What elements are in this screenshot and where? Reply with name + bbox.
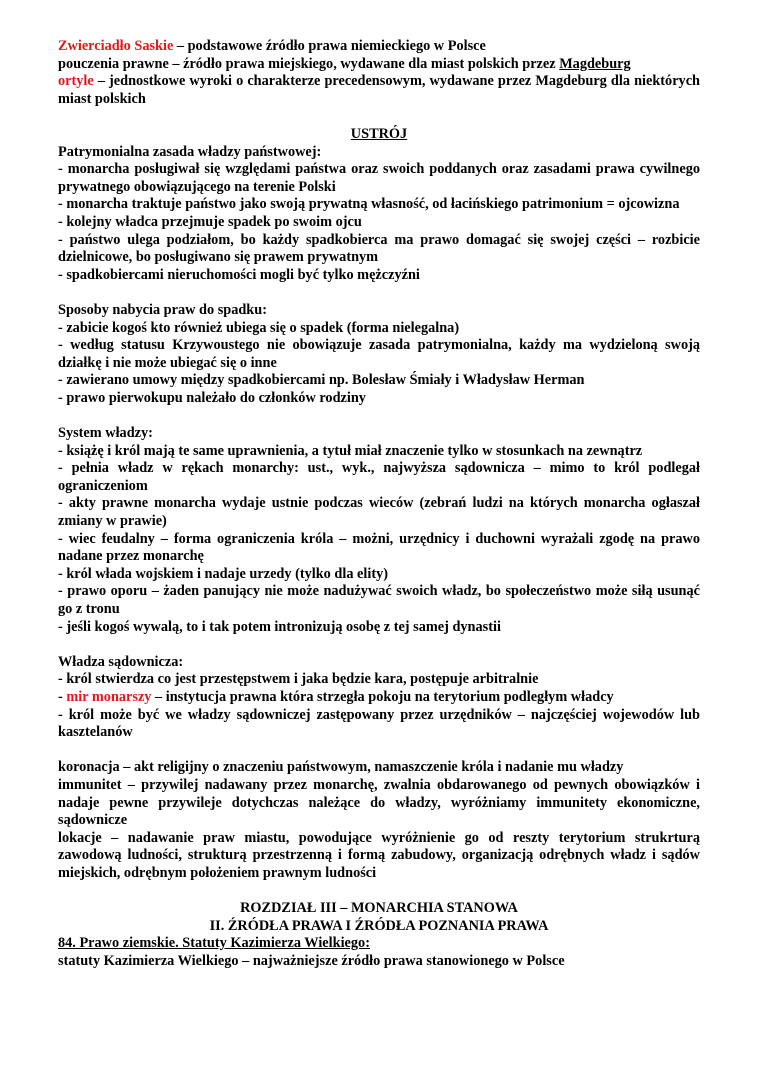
- definition-text: – podstawowe źródło prawa niemieckiego w Polsce: [173, 38, 486, 54]
- bullet-dash: -: [58, 688, 67, 705]
- list-item: - jeśli kogoś wywalą, to i tak potem intronizują osobę z tej samej dynastii: [58, 618, 501, 635]
- list-item: - monarcha traktuje państwo jako swoją prywatną własność, od łacińskiego patrimonium = ojcowizna: [58, 196, 680, 213]
- list-item: - akty prawne monarcha wydaje ustnie podczas wieców (zebrań ludzi na których monarcha ogłaszał zmiany w prawie): [58, 495, 700, 530]
- subsection-title: Władza sądownicza:: [58, 653, 184, 670]
- term-ortyle: ortyle: [58, 73, 94, 90]
- term-mir-monarszy: mir monarszy: [66, 688, 152, 705]
- list-item: - kolejny władca przejmuje spadek po swoim ojcu: [58, 213, 362, 230]
- list-item: - zabicie kogoś kto również ubiega się o spadek (forma nielegalna): [58, 319, 460, 336]
- list-item: - monarcha posługiwał się względami państwa oraz swoich poddanych oraz zasadami prawa cywilnego prywatnego obowiązującego na terenie Polski: [58, 161, 700, 195]
- list-item: - król stwierdza co jest przestępstwem i jaka będzie kara, postępuje arbitralnie: [58, 671, 539, 688]
- list-item: [58, 689, 700, 707]
- chapter-title: ROZDZIAŁ III – MONARCHIA STANOWA: [240, 900, 518, 917]
- intro-line-zwierciadlo: [58, 38, 700, 56]
- definition-text: – instytucja prawna która strzegła pokoju na terytorium podległym władcy: [151, 688, 614, 705]
- intro-line-pouczenia: [58, 56, 700, 74]
- intro-line-ortyle: [58, 73, 700, 108]
- subsection-title: Patrymonialna zasada władzy państwowej:: [58, 143, 322, 160]
- list-item: - państwo ulega podziałom, bo każdy spadkobierca ma prawo domagać się swojej części – rozbicie dzielnicowe, bo posługiwano się prawem prywatnym: [58, 231, 700, 266]
- definition-koronacja: koronacja – akt religijny o znaczeniu państwowym, namaszczenie króla i nadanie mu władzy: [58, 759, 624, 776]
- section-title-84: 84. Prawo ziemskie. Statuty Kazimierza Wielkiego:: [58, 935, 370, 952]
- list-item: - prawo oporu – żaden panujący nie może nadużywać swoich władz, bo społeczeństwo może siłą usunąć go z tronu: [58, 583, 700, 617]
- list-item: - zawierano umowy między spadkobiercami np. Bolesław Śmiały i Władysław Herman: [58, 372, 585, 389]
- link-magdeburg[interactable]: Magdeburg: [559, 55, 631, 72]
- section-heading-ustroj: USTRÓJ: [350, 125, 408, 142]
- list-item: - król włada wojskiem i nadaje urzedy (tylko dla elity): [58, 565, 389, 582]
- chapter-subtitle: II. ŹRÓDŁA PRAWA I ŹRÓDŁA POZNANIA PRAWA: [209, 917, 549, 934]
- list-item: - wiec feudalny – forma ograniczenia króla – możni, urzędnicy i duchowni wyrażali zgodę na prawo nadane przez monarchę: [58, 530, 700, 565]
- definition-statuty: statuty Kazimierza Wielkiego – najważniejsze źródło prawa stanowionego w Polsce: [58, 952, 565, 969]
- definition-lokacje: lokacje – nadawanie praw miastu, powodujące wyróżnienie go od reszty terytorium strukrturą zawodową ludności, strukturą przestrzenną i formą zabudowy, organizacją odrębnych władz i sądów miejskich, odrębnym położeniem prawnym ludności: [58, 829, 700, 881]
- term-zwierciadlo-saskie: Zwierciadło Saskie: [58, 38, 174, 54]
- document-page: [58, 38, 700, 970]
- list-item: - spadkobiercami nieruchomości mogli być tylko mężczyźni: [58, 266, 420, 283]
- list-item: - książę i król mają te same uprawnienia, a tytuł miał znaczenie tylko w stosunkach na zewnątrz: [58, 442, 643, 459]
- definition-text: – jednostkowe wyroki o charakterze precedensowym, wydawane przez Magdeburg dla niektórych miast polskich: [58, 73, 700, 107]
- subsection-title: System władzy:: [58, 425, 153, 442]
- subsection-title: Sposoby nabycia praw do spadku:: [58, 301, 267, 318]
- definition-immunitet: immunitet – przywilej nadawany przez monarchę, zwalnia obdarowanego od pewnych obowiązków i nadaje pewne przywileje dotychczas należące do władzy, wyróżniamy immunitety ekonomiczne, sądownicze: [58, 776, 700, 829]
- definition-text: pouczenia prawne – źródło prawa miejskiego, wydawane dla miast polskich przez: [58, 55, 560, 72]
- list-item: - według statusu Krzywoustego nie obowiązuje zasada patrymonialna, każdy ma wydzieloną swoją działkę i nie może ubiegać się o inne: [58, 337, 700, 371]
- list-item: - prawo pierwokupu należało do członków rodziny: [58, 389, 366, 406]
- list-item: - król może być we władzy sądowniczej zastępowany przez urzędników – najczęściej wojewodów lub kasztelanów: [58, 706, 700, 741]
- list-item: - pełnia władz w rękach monarchy: ust., wyk., najwyższa sądownicza – mimo to król podlegał ograniczeniom: [58, 460, 700, 494]
